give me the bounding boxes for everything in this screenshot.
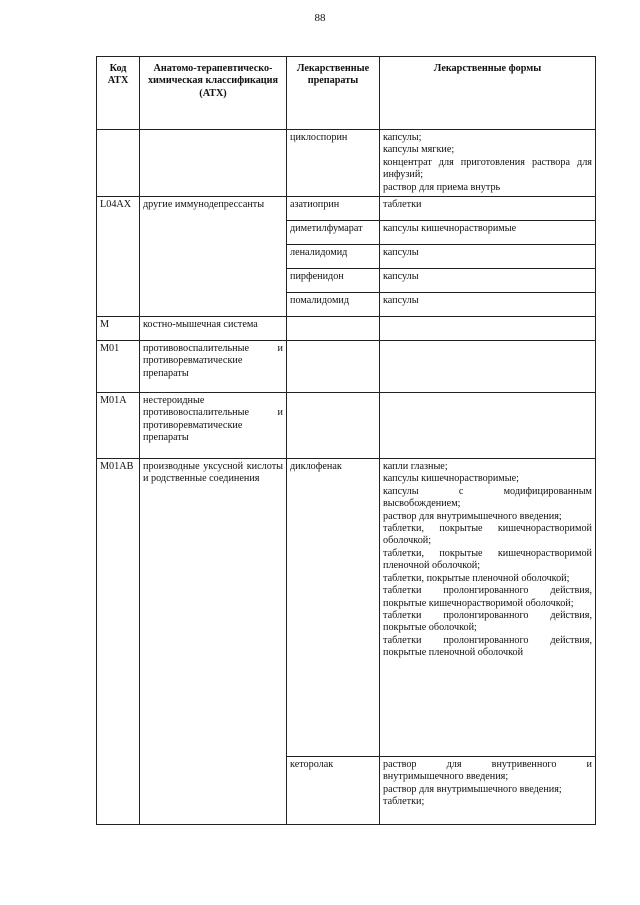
form-line: капсулы с модифицированным высвобождением; <box>383 485 592 510</box>
forms-cell: таблетки <box>380 197 596 221</box>
forms-cell <box>380 130 596 197</box>
table-row <box>97 317 596 341</box>
forms-cell: капсулы <box>380 245 596 269</box>
forms-cell <box>380 757 596 825</box>
table-row <box>97 197 596 221</box>
form-line: капсулы; <box>383 132 422 143</box>
forms-cell <box>380 341 596 393</box>
classification-cell: другие иммунодепрессанты <box>140 197 287 317</box>
drug-cell: кеторолак <box>287 757 380 825</box>
classification-cell: костно-мышечная система <box>140 317 287 341</box>
form-line: таблетки пролонгированного действия, покрытые кишечнорастворимой оболочкой; <box>383 585 592 609</box>
header-row <box>97 57 596 130</box>
forms-cell: капсулы <box>380 269 596 293</box>
drug-cell <box>287 341 380 393</box>
forms-cell <box>380 393 596 459</box>
form-line: раствор для внутривенного и внутримышечного введения; <box>383 759 592 783</box>
classification-cell: производные уксусной кислоты и родственные соединения <box>140 459 287 825</box>
drug-cell <box>287 317 380 341</box>
forms-cell <box>380 459 596 757</box>
header-forms: Лекарственные формы <box>380 57 596 130</box>
form-line: таблетки пролонгированного действия, покрытые оболочкой; <box>383 609 592 634</box>
drug-cell: диметилфумарат <box>287 221 380 245</box>
drug-cell <box>287 393 380 459</box>
drug-cell: азатиоприн <box>287 197 380 221</box>
form-line: раствор для внутримышечного введения; <box>383 510 562 522</box>
atx-table <box>96 56 596 825</box>
form-line: раствор для приема внутрь <box>383 181 501 193</box>
form-line: концентрат для приготовления раствора для инфузий; <box>383 156 592 181</box>
form-line: капли глазные; <box>383 461 448 473</box>
code-cell <box>97 130 140 197</box>
table-row <box>97 341 596 393</box>
forms-cell: капсулы <box>380 293 596 317</box>
table-row <box>97 130 596 197</box>
form-line: таблетки; <box>383 796 425 808</box>
drug-cell: пирфенидон <box>287 269 380 293</box>
classification-cell: нестероидные противовоспалительные и противоревматические препараты <box>140 393 287 459</box>
table-row <box>97 459 596 757</box>
form-line: раствор для внутримышечного введения; <box>383 783 562 795</box>
code-cell: M <box>97 317 140 341</box>
forms-cell: капсулы кишечнорастворимые <box>380 221 596 245</box>
code-cell: L04AX <box>97 197 140 317</box>
header-code: Код АТХ <box>97 57 140 130</box>
code-cell: M01 <box>97 341 140 393</box>
form-line: таблетки, покрытые кишечнорастворимой пленочной оболочкой; <box>383 547 592 572</box>
code-cell: M01AB <box>97 459 140 825</box>
form-line: капсулы кишечнорастворимые; <box>383 473 519 485</box>
form-line: таблетки, покрытые кишечнорастворимой оболочкой; <box>383 523 592 547</box>
header-drugs: Лекарственные препараты <box>287 57 380 130</box>
page-number: 88 <box>314 12 326 24</box>
classification-cell <box>140 130 287 197</box>
drug-cell: циклоспорин <box>287 130 380 197</box>
drug-cell: помалидомид <box>287 293 380 317</box>
code-cell: M01A <box>97 393 140 459</box>
header-classification: Анатомо-терапевтическо-химическая классификация (АТХ) <box>140 57 287 130</box>
table-row <box>97 393 596 459</box>
forms-cell <box>380 317 596 341</box>
classification-cell: противовоспалительные и противоревматические препараты <box>140 341 287 393</box>
form-line: капсулы мягкие; <box>383 144 455 156</box>
form-line: таблетки пролонгированного действия, покрытые пленочной оболочкой <box>383 634 592 659</box>
form-line: таблетки, покрытые пленочной оболочкой; <box>383 572 570 584</box>
drug-cell: леналидомид <box>287 245 380 269</box>
drug-cell: диклофенак <box>287 459 380 757</box>
